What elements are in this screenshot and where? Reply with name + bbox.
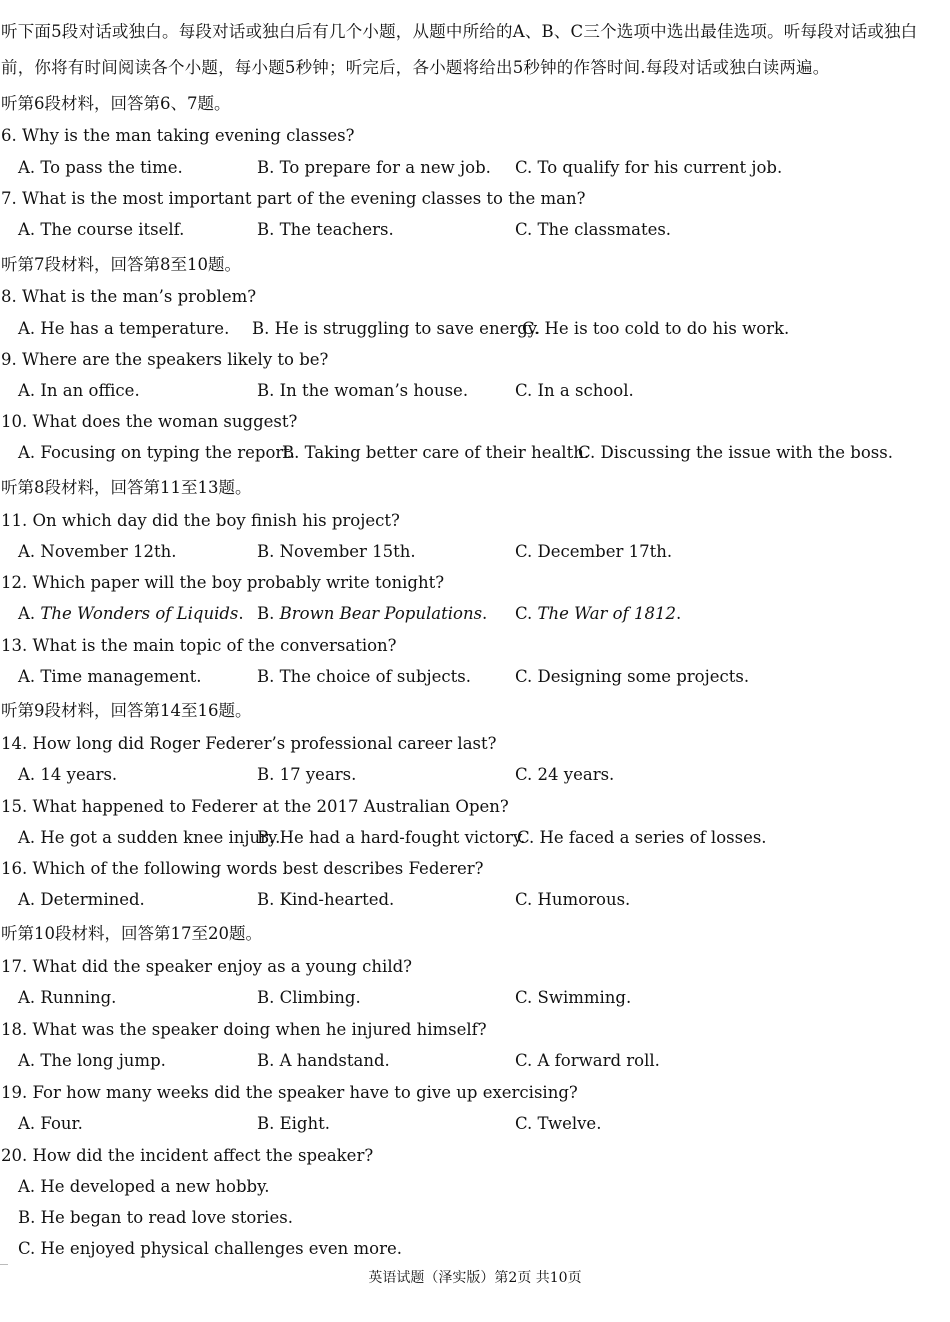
- q18-option-a: A. The long jump.: [18, 1051, 166, 1070]
- section-instructions: 听下面5段对话或独白。每段对话或独白后有几个小题，从题中所给的A、B、C三个选项中选出最佳选项。听每段对话或独白前，你将有时间阅读各个小题，每小题5秒钟；听完后，各小题将给出5秒钟的作答时间.每段对话或独白读两遍。: [1, 22, 918, 77]
- q8-option-b: B. He is struggling to save energy.: [252, 319, 541, 338]
- section-header-8: 听第8段材料，回答第11至13题。: [1, 478, 252, 497]
- question-17: 17. What did the speaker enjoy as a young child?: [1, 957, 413, 976]
- q11-option-b: B. November 15th.: [257, 542, 416, 561]
- q19-option-a: A. Four.: [18, 1114, 83, 1133]
- section-header-10: 听第10段材料，回答第17至20题。: [1, 924, 262, 943]
- q13-option-b: B. The choice of subjects.: [257, 667, 471, 686]
- q9-option-b: B. In the woman’s house.: [257, 381, 469, 400]
- q17-option-a: A. Running.: [18, 988, 117, 1007]
- question-11: 11. On which day did the boy finish his project?: [1, 511, 400, 530]
- q15-option-a: A. He got a sudden knee injury.: [18, 828, 281, 847]
- question-8: 8. What is the man’s problem?: [1, 287, 257, 306]
- q9-option-a: A. In an office.: [18, 381, 140, 400]
- q17-option-b: B. Climbing.: [257, 988, 361, 1007]
- q8-option-a: A. He has a temperature.: [18, 319, 230, 338]
- q12-option-b-period: .: [482, 604, 488, 623]
- q14-option-b: B. 17 years.: [257, 765, 357, 784]
- q12-option-b-label: B.: [257, 604, 280, 623]
- section-header-6: 听第6段材料，回答第6、7题。: [1, 94, 231, 113]
- q10-option-a: A. Focusing on typing the report.: [18, 443, 296, 462]
- q12-option-b: [257, 602, 487, 626]
- q7-option-c: C. The classmates.: [515, 220, 672, 239]
- q16-option-b: B. Kind-hearted.: [257, 890, 395, 909]
- question-13: 13. What is the main topic of the conversation?: [1, 636, 397, 655]
- q14-option-c: C. 24 years.: [515, 765, 615, 784]
- q11-option-a: A. November 12th.: [18, 542, 177, 561]
- question-18: 18. What was the speaker doing when he injured himself?: [1, 1020, 487, 1039]
- question-7: 7. What is the most important part of the evening classes to the man?: [1, 189, 586, 208]
- q10-option-c: C. Discussing the issue with the boss.: [578, 443, 893, 462]
- q7-option-a: A. The course itself.: [18, 220, 185, 239]
- q17-option-c: C. Swimming.: [515, 988, 632, 1007]
- q6-option-a: A. To pass the time.: [18, 158, 183, 177]
- section-header-9: 听第9段材料，回答第14至16题。: [1, 701, 252, 720]
- q20-option-b: B. He began to read love stories.: [18, 1208, 293, 1227]
- q11-option-c: C. December 17th.: [515, 542, 673, 561]
- page-footer: 英语试题（泽实版）第2页 共10页: [368, 1270, 582, 1286]
- question-19: 19. For how many weeks did the speaker have to give up exercising?: [1, 1083, 578, 1102]
- q15-option-b: B. He had a hard-fought victory.: [257, 828, 526, 847]
- q12-option-c-title: The War of 1812: [537, 604, 676, 623]
- q13-option-a: A. Time management.: [18, 667, 202, 686]
- q16-option-c: C. Humorous.: [515, 890, 631, 909]
- q12-option-a-label: A.: [18, 604, 41, 623]
- q12-option-c: [515, 602, 681, 626]
- q19-option-b: B. Eight.: [257, 1114, 331, 1133]
- q20-option-c: C. He enjoyed physical challenges even more.: [18, 1239, 403, 1258]
- question-15: 15. What happened to Federer at the 2017 Australian Open?: [1, 797, 509, 816]
- q12-option-a: [18, 602, 244, 626]
- q12-option-a-title: The Wonders of Liquids: [40, 604, 239, 623]
- question-16: 16. Which of the following words best describes Federer?: [1, 859, 484, 878]
- question-9: 9. Where are the speakers likely to be?: [1, 350, 329, 369]
- q15-option-c: C. He faced a series of losses.: [517, 828, 767, 847]
- question-6: 6. Why is the man taking evening classes?: [1, 126, 355, 145]
- question-14: 14. How long did Roger Federer’s professional career last?: [1, 734, 497, 753]
- q12-option-a-period: .: [238, 604, 244, 623]
- q13-option-c: C. Designing some projects.: [515, 667, 750, 686]
- q20-option-a: A. He developed a new hobby.: [18, 1177, 270, 1196]
- q6-option-b: B. To prepare for a new job.: [257, 158, 491, 177]
- q16-option-a: A. Determined.: [18, 890, 145, 909]
- q12-option-c-period: .: [675, 604, 682, 623]
- section-header-7: 听第7段材料，回答第8至10题。: [1, 255, 241, 274]
- q8-option-c: C. He is too cold to do his work.: [522, 319, 790, 338]
- q14-option-a: A. 14 years.: [18, 765, 118, 784]
- q19-option-c: C. Twelve.: [515, 1114, 602, 1133]
- corner-mark: [0, 1264, 8, 1265]
- q9-option-c: C. In a school.: [515, 381, 634, 400]
- q18-option-c: C. A forward roll.: [515, 1051, 660, 1070]
- q12-option-c-label: C.: [515, 604, 538, 623]
- question-12: 12. Which paper will the boy probably write tonight?: [1, 573, 445, 592]
- q7-option-b: B. The teachers.: [257, 220, 394, 239]
- q18-option-b: B. A handstand.: [257, 1051, 390, 1070]
- q12-option-b-title: Brown Bear Populations: [279, 604, 483, 623]
- q10-option-b: B. Taking better care of their health.: [282, 443, 590, 462]
- question-20: 20. How did the incident affect the speaker?: [1, 1146, 374, 1165]
- q6-option-c: C. To qualify for his current job.: [515, 158, 783, 177]
- question-10: 10. What does the woman suggest?: [1, 412, 298, 431]
